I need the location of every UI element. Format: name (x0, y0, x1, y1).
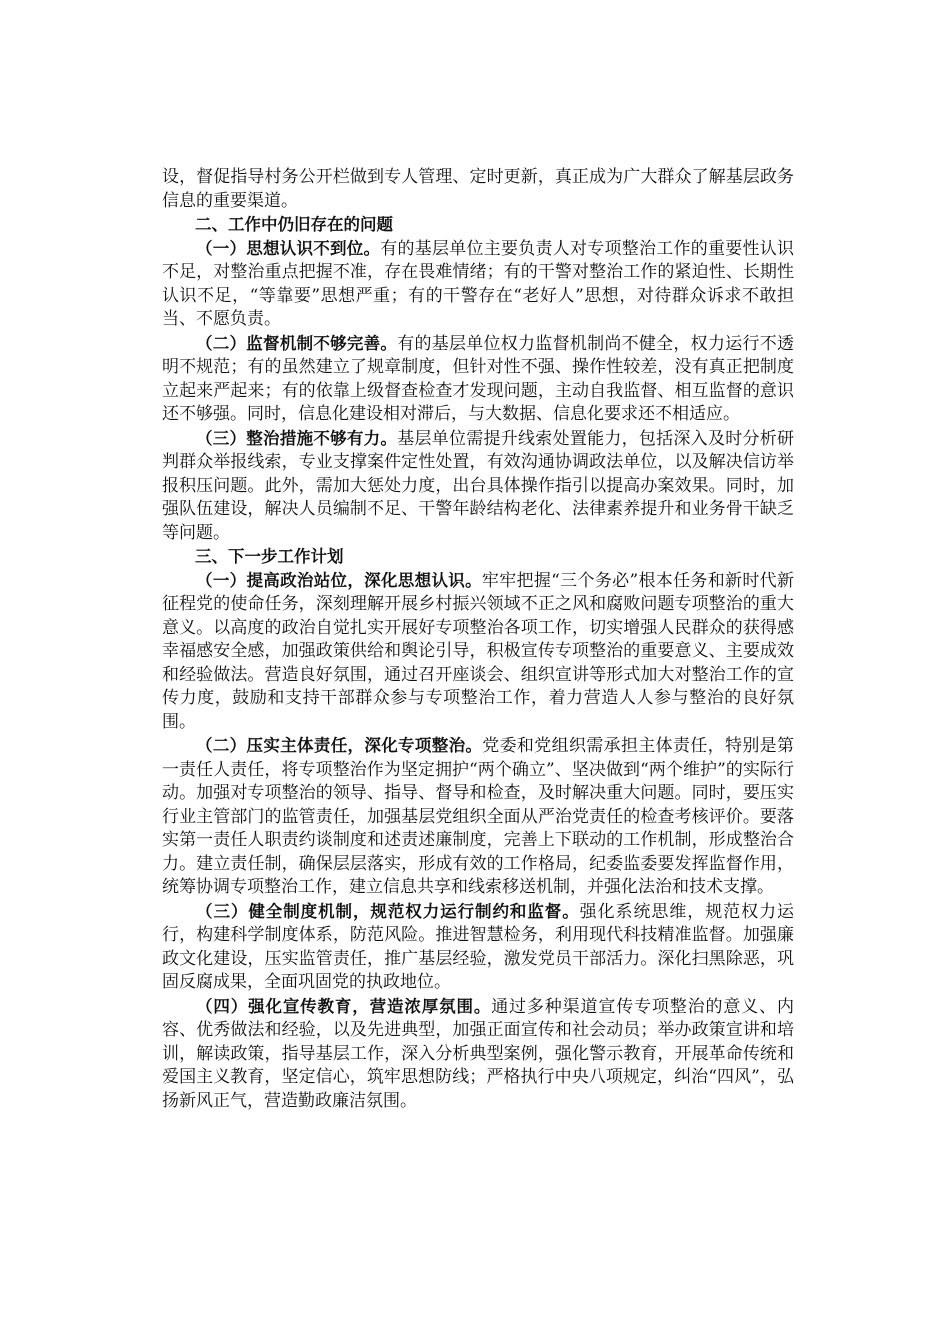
section-heading-plan: 三、下一步工作计划 (195, 547, 344, 566)
paragraph-lead: （二）压实主体责任，深化专项整治。 (196, 736, 483, 755)
paragraph-body: 有的基层单位主要负责人对专项整治工作的重要性认识不足，对整治重点把握不准，存在畏难情绪；有的干警对整治工作的紧迫性、长期性认识不足，“等靠要”思想严重；有的干警存在“老好人”思想，对待群众诉求不敢担当、不愿负责。 (162, 238, 794, 329)
section-heading-problems: 二、工作中仍旧存在的问题 (195, 215, 393, 234)
paragraph-lead: （二）监督机制不够完善。 (196, 333, 398, 353)
paragraph-body: 基层单位需提升线索处置能力，包括深入及时分析研判群众举报线索，专业支撑案件定性处置，有效沟通协调政法单位，以及解决信访举报积压问题。此外，需加大惩处力度，出台具体操作指引以提高办案效果。同时，加强队伍建设，解决人员编制不足、干警年龄结构老化、法律素养提升和业务骨干缺乏等问题。 (162, 428, 795, 543)
paragraph-measures (162, 427, 794, 546)
paragraph-responsibility (162, 734, 794, 900)
paragraph-supervision (162, 332, 794, 427)
intro-paragraph: 设，督促指导村务公开栏做到专人管理、定时更新，真正成为广大群众了解基层政务信息的重要渠道。 (162, 167, 794, 211)
paragraph-lead: （三）整治措施不够有力。 (196, 428, 398, 448)
document-page (162, 166, 794, 1113)
paragraph-institutions (162, 900, 794, 995)
paragraph-lead: （一）思想认识不到位。 (196, 238, 381, 258)
paragraph-lead: （三）健全制度机制，规范权力运行制约和监督。 (196, 901, 580, 921)
paragraph-body: 有的基层单位权力监督机制尚不健全，权力运行不透明不规范；有的虽然建立了规章制度，但针对性不强、操作性较差，没有真正把制度立起来严起来；有的依靠上级督查检查才发现问题，主动自我监督、相互监督的意识还不够强。同时，信息化建设相对滞后，与大数据、信息化要求还不相适应。 (162, 333, 795, 424)
paragraph-thinking (162, 237, 794, 332)
paragraph-body: 党委和党组织需承担主体责任，特别是第一责任人责任，将专项整治作为坚定拥护“两个确立”、坚决做到“两个维护”的实际行动。加强对专项整治的领导、指导、督导和检查，及时解决重大问题。同时，要压实行业主管部门的监管责任，加强基层党组织全面从严治党责任的检查考核评价。要落实第一责任人职责约谈制度和述责述廉制度，完善上下联动的工作机制，形成整治合力。建立责任制，确保层层落实，形成有效的工作格局，纪委监委要发挥监督作用，统筹协调专项整治工作，建立信息共享和线索移送机制，并强化法治和技术支撑。 (162, 736, 794, 897)
paragraph-body: 通过多种渠道宣传专项整治的意义、内容、优秀做法和经验，以及先进典型，加强正面宣传和社会动员；举办政策宣讲和培训，解读政策，指导基层工作，深入分析典型案例，强化警示教育，开展革命传统和爱国主义教育，坚定信心，筑牢思想防线；严格执行中央八项规定，纠治“四风”，弘扬新风正气，营造勤政廉洁氛围。 (162, 996, 795, 1111)
paragraph-lead: （一）提高政治站位，深化思想认识。 (196, 570, 482, 590)
paragraph-body: 强化系统思维，规范权力运行，构建科学制度体系，防范风险。推进智慧检务，利用现代科技精准监督。加强廉政文化建设，压实监管责任，推广基层经验，激发党员干部活力。深化扫黑除恶，巩固反腐成果，全面巩固党的执政地位。 (162, 901, 795, 992)
paragraph-body: 牢牢把握“三个务必”根本任务和新时代新征程党的使命任务，深刻理解开展乡村振兴领域不正之风和腐败问题专项整治的重大意义。以高度的政治自觉扎实开展好专项整治各项工作，切实增强人民群众的获得感幸福感安全感，加强政策供给和舆论引导，积极宣传专项整治的重要意义、主要成效和经验做法。营造良好氛围，通过召开座谈会、组织宣讲等形式加大对整治工作的宣传力度，鼓励和支持干部群众参与专项整治工作，着力营造人人参与整治的良好氛围。 (162, 570, 795, 732)
paragraph-lead: （四）强化宣传教育，营造浓厚氛围。 (196, 996, 492, 1016)
paragraph-publicity (162, 995, 794, 1114)
paragraph-political-stance (162, 569, 794, 735)
